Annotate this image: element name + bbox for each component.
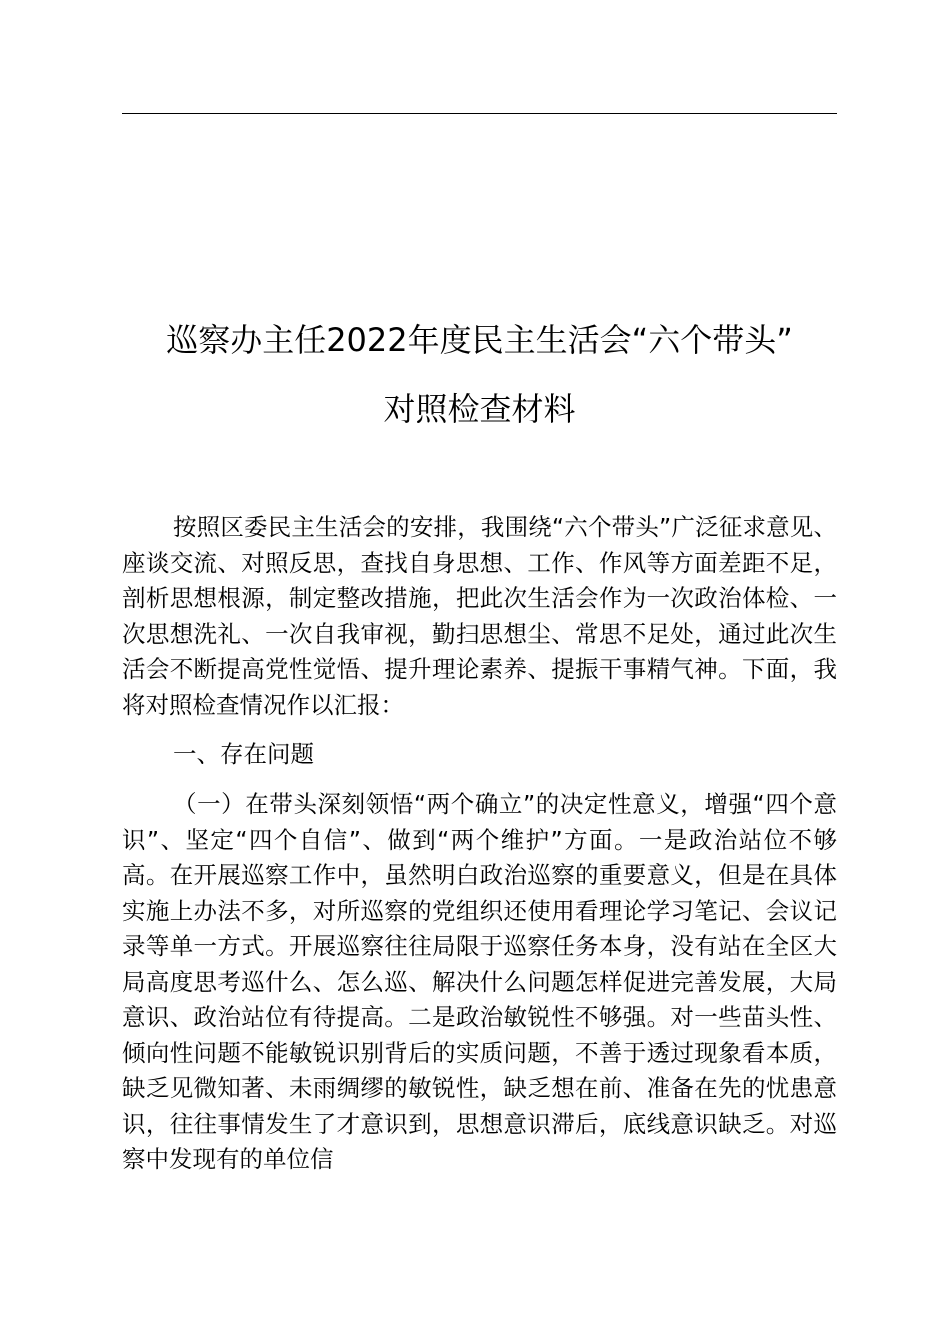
section-heading: 一、存在问题 bbox=[173, 740, 314, 768]
header-rule bbox=[122, 113, 837, 114]
intro-paragraph: 按照区委民主生活会的安排，我围绕“六个带头”广泛征求意见、座谈交流、对照反思，查找自身思想、工作、作风等方面差距不足，剖析思想根源，制定整改措施，把此次生活会作为一次政治体检、一次思想洗礼、一次自我审视，勤扫思想尘、常思不足处，通过此次生活会不断提高党性觉悟、提升理论素养、提振干事精气神。下面，我将对照检查情况作以汇报： bbox=[122, 513, 837, 719]
body-paragraph: （一）在带头深刻领悟“两个确立”的决定性意义，增强“四个意识”、坚定“四个自信”、做到“两个维护”方面。一是政治站位不够高。在开展巡察工作中，虽然明白政治巡察的重要意义，但是在具体实施上办法不多，对所巡察的党组织还使用看理论学习笔记、会议记录等单一方式。开展巡察往往局限于巡察任务本身，没有站在全区大局高度思考巡什么、怎么巡、解决什么问题怎样促进完善发展，大局意识、政治站位有待提高。二是政治敏锐性不够强。对一些苗头性、倾向性问题不能敏锐识别背后的实质问题，不善于透过现象看本质，缺乏见微知著、未雨绸缪的敏锐性，缺乏想在前、准备在先的忧患意识，往往事情发生了才意识到，思想意识滞后，底线意识缺乏。对巡察中发现有的单位信 bbox=[122, 790, 837, 1173]
document-title-line-1: 巡察办主任2022年度民主生活会“六个带头” bbox=[166, 321, 793, 359]
document-title-line-2: 对照检查材料 bbox=[383, 390, 576, 428]
